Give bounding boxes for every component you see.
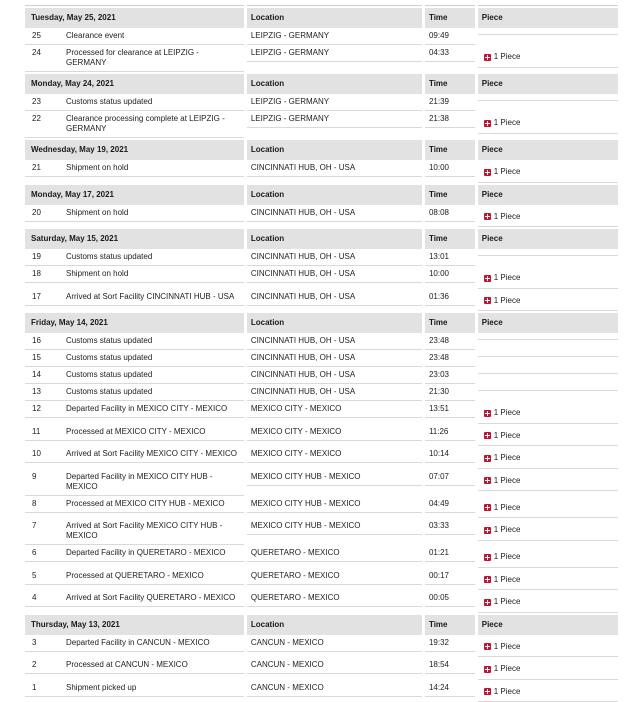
piece-toggle[interactable] bbox=[484, 52, 521, 62]
event-cell bbox=[25, 111, 244, 138]
event-cell bbox=[25, 350, 244, 367]
event-row bbox=[25, 635, 618, 658]
event-rows bbox=[25, 28, 618, 72]
event-description: Processed at MEXICO CITY HUB - MEXICO bbox=[66, 499, 240, 509]
event-number: 15 bbox=[29, 353, 66, 363]
event-row bbox=[25, 205, 618, 228]
event-time: 07:07 bbox=[425, 469, 475, 486]
event-location: MEXICO CITY - MEXICO bbox=[247, 401, 422, 418]
event-location: MEXICO CITY HUB - MEXICO bbox=[247, 518, 422, 535]
expand-plus-icon[interactable] bbox=[484, 54, 491, 61]
event-piece-cell bbox=[478, 28, 618, 35]
event-location: CINCINNATI HUB, OH - USA bbox=[247, 266, 422, 283]
event-location: LEIPZIG - GERMANY bbox=[247, 111, 422, 128]
event-number: 19 bbox=[29, 252, 66, 262]
event-piece-cell bbox=[478, 518, 618, 541]
event-row bbox=[25, 545, 618, 568]
event-location: CINCINNATI HUB, OH - USA bbox=[247, 367, 422, 384]
event-location: CANCUN - MEXICO bbox=[247, 680, 422, 697]
event-time: 11:26 bbox=[425, 424, 475, 441]
expand-plus-icon[interactable] bbox=[484, 169, 491, 176]
event-location: CANCUN - MEXICO bbox=[247, 635, 422, 652]
event-number: 22 bbox=[29, 114, 66, 134]
expand-plus-icon[interactable] bbox=[484, 275, 491, 282]
event-number: 9 bbox=[29, 472, 66, 492]
location-column-header: Location bbox=[247, 74, 422, 94]
date-header-row bbox=[25, 8, 618, 28]
event-description: Departed Facility in QUERETARO - MEXICO bbox=[66, 548, 240, 558]
event-piece-cell bbox=[478, 45, 618, 68]
event-row bbox=[25, 160, 618, 183]
event-description: Departed Facility in MEXICO CITY - MEXICO bbox=[66, 404, 240, 414]
event-rows bbox=[25, 249, 618, 311]
event-piece-cell bbox=[478, 496, 618, 519]
event-row bbox=[25, 424, 618, 447]
event-time: 10:00 bbox=[425, 266, 475, 283]
event-groups bbox=[25, 8, 618, 702]
piece-toggle[interactable] bbox=[484, 118, 521, 128]
event-cell bbox=[25, 45, 244, 72]
event-piece-cell bbox=[478, 545, 618, 568]
expand-plus-icon[interactable] bbox=[484, 297, 491, 304]
event-description: Processed at QUERETARO - MEXICO bbox=[66, 571, 240, 581]
expand-plus-icon[interactable] bbox=[484, 576, 491, 583]
event-number: 10 bbox=[29, 449, 66, 459]
event-description: Customs status updated bbox=[66, 387, 240, 397]
event-time: 21:38 bbox=[425, 111, 475, 128]
event-time: 18:54 bbox=[425, 657, 475, 674]
event-piece-cell bbox=[478, 350, 618, 357]
event-row bbox=[25, 289, 618, 312]
piece-toggle[interactable] bbox=[484, 503, 521, 513]
event-row bbox=[25, 680, 618, 702]
piece-label: 1 Piece bbox=[494, 575, 521, 585]
expand-plus-icon[interactable] bbox=[484, 504, 491, 511]
event-number: 21 bbox=[29, 163, 66, 173]
piece-toggle[interactable] bbox=[484, 664, 521, 674]
piece-label: 1 Piece bbox=[494, 431, 521, 441]
event-row bbox=[25, 401, 618, 424]
event-row bbox=[25, 568, 618, 591]
event-description: Shipment on hold bbox=[66, 269, 240, 279]
event-time: 21:39 bbox=[425, 94, 475, 111]
event-number: 18 bbox=[29, 269, 66, 279]
event-location: CINCINNATI HUB, OH - USA bbox=[247, 350, 422, 367]
event-rows bbox=[25, 205, 618, 228]
event-row bbox=[25, 111, 618, 138]
event-piece-cell bbox=[478, 111, 618, 134]
piece-column-header: Piece bbox=[478, 615, 618, 635]
event-time: 10:14 bbox=[425, 446, 475, 463]
piece-toggle[interactable] bbox=[484, 476, 521, 486]
piece-label: 1 Piece bbox=[494, 167, 521, 177]
event-description: Customs status updated bbox=[66, 353, 240, 363]
event-piece-cell bbox=[478, 469, 618, 492]
event-piece-cell bbox=[478, 94, 618, 101]
location-column-header: Location bbox=[247, 615, 422, 635]
event-location: MEXICO CITY HUB - MEXICO bbox=[247, 496, 422, 513]
event-cell bbox=[25, 469, 244, 496]
expand-plus-icon[interactable] bbox=[484, 527, 491, 534]
event-cell bbox=[25, 545, 244, 562]
date-header-row bbox=[25, 313, 618, 333]
event-piece-cell bbox=[478, 266, 618, 289]
event-location: MEXICO CITY - MEXICO bbox=[247, 446, 422, 463]
event-row bbox=[25, 657, 618, 680]
event-cell bbox=[25, 333, 244, 350]
tracking-history bbox=[25, 0, 618, 702]
piece-toggle[interactable] bbox=[484, 575, 521, 585]
piece-toggle[interactable] bbox=[484, 642, 521, 652]
date-group bbox=[25, 615, 618, 702]
piece-toggle[interactable] bbox=[484, 552, 521, 562]
event-location: CINCINNATI HUB, OH - USA bbox=[247, 289, 422, 306]
piece-toggle[interactable] bbox=[484, 273, 521, 283]
event-location: CINCINNATI HUB, OH - USA bbox=[247, 249, 422, 266]
location-column-header: Location bbox=[247, 8, 422, 28]
event-description: Arrived at Sort Facility MEXICO CITY HUB - MEXICO bbox=[66, 521, 240, 541]
event-rows bbox=[25, 635, 618, 702]
expand-plus-icon[interactable] bbox=[484, 599, 491, 606]
event-location: QUERETARO - MEXICO bbox=[247, 545, 422, 562]
event-row bbox=[25, 266, 618, 289]
expand-plus-icon[interactable] bbox=[484, 643, 491, 650]
expand-plus-icon[interactable] bbox=[484, 455, 491, 462]
piece-label: 1 Piece bbox=[494, 552, 521, 562]
event-time: 08:08 bbox=[425, 205, 475, 222]
event-location: MEXICO CITY HUB - MEXICO bbox=[247, 469, 422, 486]
date-header-row bbox=[25, 185, 618, 205]
event-row bbox=[25, 94, 618, 111]
event-cell bbox=[25, 496, 244, 513]
piece-label: 1 Piece bbox=[494, 118, 521, 128]
date-heading: Monday, May 17, 2021 bbox=[25, 185, 244, 205]
piece-toggle[interactable] bbox=[484, 296, 521, 306]
event-cell bbox=[25, 635, 244, 652]
date-heading: Friday, May 14, 2021 bbox=[25, 313, 244, 333]
event-piece-cell bbox=[478, 568, 618, 591]
event-time: 23:48 bbox=[425, 333, 475, 350]
location-column-header: Location bbox=[247, 140, 422, 160]
event-number: 11 bbox=[29, 427, 66, 437]
event-number: 17 bbox=[29, 292, 66, 302]
event-description: Customs status updated bbox=[66, 97, 240, 107]
event-description: Shipment picked up bbox=[66, 683, 240, 693]
event-row bbox=[25, 384, 618, 401]
event-piece-cell bbox=[478, 590, 618, 613]
piece-column-header: Piece bbox=[478, 140, 618, 160]
event-piece-cell bbox=[478, 289, 618, 312]
event-time: 13:51 bbox=[425, 401, 475, 418]
event-number: 24 bbox=[29, 48, 66, 68]
event-piece-cell bbox=[478, 367, 618, 374]
time-column-header: Time bbox=[425, 615, 475, 635]
event-cell bbox=[25, 424, 244, 441]
event-location: QUERETARO - MEXICO bbox=[247, 590, 422, 607]
event-piece-cell bbox=[478, 657, 618, 680]
event-description: Departed Facility in CANCUN - MEXICO bbox=[66, 638, 240, 648]
event-row bbox=[25, 45, 618, 72]
event-location: LEIPZIG - GERMANY bbox=[247, 45, 422, 62]
piece-label: 1 Piece bbox=[494, 503, 521, 513]
event-cell bbox=[25, 590, 244, 607]
event-time: 04:33 bbox=[425, 45, 475, 62]
date-heading: Tuesday, May 25, 2021 bbox=[25, 8, 244, 28]
event-time: 23:03 bbox=[425, 367, 475, 384]
piece-column-header: Piece bbox=[478, 8, 618, 28]
date-group bbox=[25, 74, 618, 138]
date-group bbox=[25, 8, 618, 72]
date-header-row bbox=[25, 74, 618, 94]
event-description: Clearance processing complete at LEIPZIG - GERMANY bbox=[66, 114, 240, 134]
event-time: 01:36 bbox=[425, 289, 475, 306]
piece-label: 1 Piece bbox=[494, 296, 521, 306]
event-time: 01:21 bbox=[425, 545, 475, 562]
event-number: 6 bbox=[29, 548, 66, 558]
event-location: LEIPZIG - GERMANY bbox=[247, 94, 422, 111]
event-piece-cell bbox=[478, 333, 618, 340]
event-description: Shipment on hold bbox=[66, 208, 240, 218]
event-description: Departed Facility in MEXICO CITY HUB - MEXICO bbox=[66, 472, 240, 492]
time-column-header: Time bbox=[425, 229, 475, 249]
event-cell bbox=[25, 205, 244, 222]
event-number: 20 bbox=[29, 208, 66, 218]
event-time: 03:33 bbox=[425, 518, 475, 535]
event-cell bbox=[25, 518, 244, 545]
event-row bbox=[25, 469, 618, 496]
event-cell bbox=[25, 401, 244, 418]
event-number: 5 bbox=[29, 571, 66, 581]
event-description: Processed at CANCUN - MEXICO bbox=[66, 660, 240, 670]
piece-label: 1 Piece bbox=[494, 687, 521, 697]
event-time: 09:49 bbox=[425, 28, 475, 45]
event-cell bbox=[25, 28, 244, 45]
event-cell bbox=[25, 367, 244, 384]
event-piece-cell bbox=[478, 446, 618, 469]
event-cell bbox=[25, 680, 244, 697]
event-piece-cell bbox=[478, 424, 618, 447]
table-top-edge bbox=[25, 0, 618, 6]
event-cell bbox=[25, 249, 244, 266]
piece-label: 1 Piece bbox=[494, 408, 521, 418]
event-number: 4 bbox=[29, 593, 66, 603]
event-piece-cell bbox=[478, 635, 618, 658]
event-time: 14:24 bbox=[425, 680, 475, 697]
event-cell bbox=[25, 94, 244, 111]
location-column-header: Location bbox=[247, 185, 422, 205]
expand-plus-icon[interactable] bbox=[484, 688, 491, 695]
piece-toggle[interactable] bbox=[484, 453, 521, 463]
date-group bbox=[25, 229, 618, 311]
expand-plus-icon[interactable] bbox=[484, 213, 491, 220]
piece-label: 1 Piece bbox=[494, 476, 521, 486]
piece-column-header: Piece bbox=[478, 313, 618, 333]
event-time: 00:05 bbox=[425, 590, 475, 607]
event-piece-cell bbox=[478, 249, 618, 256]
event-row bbox=[25, 333, 618, 350]
event-rows bbox=[25, 160, 618, 183]
event-time: 04:49 bbox=[425, 496, 475, 513]
piece-label: 1 Piece bbox=[494, 273, 521, 283]
time-column-header: Time bbox=[425, 185, 475, 205]
date-heading: Wednesday, May 19, 2021 bbox=[25, 140, 244, 160]
piece-toggle[interactable] bbox=[484, 212, 521, 222]
event-row bbox=[25, 496, 618, 519]
event-rows bbox=[25, 333, 618, 613]
event-number: 23 bbox=[29, 97, 66, 107]
expand-plus-icon[interactable] bbox=[484, 410, 491, 417]
event-cell bbox=[25, 568, 244, 585]
piece-toggle[interactable] bbox=[484, 167, 521, 177]
event-row bbox=[25, 590, 618, 613]
event-time: 19:32 bbox=[425, 635, 475, 652]
date-header-row bbox=[25, 140, 618, 160]
event-time: 10:00 bbox=[425, 160, 475, 177]
event-row bbox=[25, 28, 618, 45]
event-cell bbox=[25, 160, 244, 177]
event-location: CINCINNATI HUB, OH - USA bbox=[247, 160, 422, 177]
event-number: 16 bbox=[29, 336, 66, 346]
event-description: Arrived at Sort Facility MEXICO CITY - MEXICO bbox=[66, 449, 240, 459]
event-description: Customs status updated bbox=[66, 252, 240, 262]
time-column-header: Time bbox=[425, 74, 475, 94]
piece-toggle[interactable] bbox=[484, 525, 521, 535]
piece-label: 1 Piece bbox=[494, 453, 521, 463]
date-group bbox=[25, 140, 618, 183]
time-column-header: Time bbox=[425, 8, 475, 28]
event-description: Clearance event bbox=[66, 31, 240, 41]
event-location: CINCINNATI HUB, OH - USA bbox=[247, 205, 422, 222]
event-rows bbox=[25, 94, 618, 138]
event-time: 00:17 bbox=[425, 568, 475, 585]
piece-toggle[interactable] bbox=[484, 408, 521, 418]
event-location: CINCINNATI HUB, OH - USA bbox=[247, 384, 422, 401]
event-description: Arrived at Sort Facility QUERETARO - MEXICO bbox=[66, 593, 240, 603]
location-column-header: Location bbox=[247, 313, 422, 333]
date-group bbox=[25, 185, 618, 228]
event-piece-cell bbox=[478, 401, 618, 424]
event-number: 3 bbox=[29, 638, 66, 648]
event-number: 25 bbox=[29, 31, 66, 41]
event-row bbox=[25, 350, 618, 367]
event-location: QUERETARO - MEXICO bbox=[247, 568, 422, 585]
time-column-header: Time bbox=[425, 140, 475, 160]
date-header-row bbox=[25, 615, 618, 635]
event-number: 13 bbox=[29, 387, 66, 397]
event-number: 12 bbox=[29, 404, 66, 414]
piece-toggle[interactable] bbox=[484, 687, 521, 697]
event-time: 23:48 bbox=[425, 350, 475, 367]
piece-column-header: Piece bbox=[478, 229, 618, 249]
date-heading: Thursday, May 13, 2021 bbox=[25, 615, 244, 635]
location-column-header: Location bbox=[247, 229, 422, 249]
piece-label: 1 Piece bbox=[494, 642, 521, 652]
piece-label: 1 Piece bbox=[494, 212, 521, 222]
event-piece-cell bbox=[478, 680, 618, 702]
piece-toggle[interactable] bbox=[484, 597, 521, 607]
event-location: MEXICO CITY - MEXICO bbox=[247, 424, 422, 441]
event-cell bbox=[25, 446, 244, 463]
expand-plus-icon[interactable] bbox=[484, 477, 491, 484]
expand-plus-icon[interactable] bbox=[484, 666, 491, 673]
event-row bbox=[25, 367, 618, 384]
expand-plus-icon[interactable] bbox=[484, 432, 491, 439]
event-time: 13:01 bbox=[425, 249, 475, 266]
date-heading: Monday, May 24, 2021 bbox=[25, 74, 244, 94]
piece-label: 1 Piece bbox=[494, 525, 521, 535]
event-number: 14 bbox=[29, 370, 66, 380]
event-description: Arrived at Sort Facility CINCINNATI HUB - USA bbox=[66, 292, 240, 302]
piece-toggle[interactable] bbox=[484, 431, 521, 441]
event-cell bbox=[25, 657, 244, 674]
expand-plus-icon[interactable] bbox=[484, 554, 491, 561]
event-number: 1 bbox=[29, 683, 66, 693]
piece-label: 1 Piece bbox=[494, 664, 521, 674]
date-header-row bbox=[25, 229, 618, 249]
expand-plus-icon[interactable] bbox=[484, 120, 491, 127]
piece-column-header: Piece bbox=[478, 185, 618, 205]
event-row bbox=[25, 446, 618, 469]
event-piece-cell bbox=[478, 205, 618, 228]
event-description: Processed at MEXICO CITY - MEXICO bbox=[66, 427, 240, 437]
event-row bbox=[25, 518, 618, 545]
event-cell bbox=[25, 289, 244, 306]
event-number: 8 bbox=[29, 499, 66, 509]
event-description: Processed for clearance at LEIPZIG - GERMANY bbox=[66, 48, 240, 68]
event-location: CINCINNATI HUB, OH - USA bbox=[247, 333, 422, 350]
event-cell bbox=[25, 384, 244, 401]
event-row bbox=[25, 249, 618, 266]
piece-label: 1 Piece bbox=[494, 52, 521, 62]
date-group bbox=[25, 313, 618, 613]
time-column-header: Time bbox=[425, 313, 475, 333]
event-time: 21:30 bbox=[425, 384, 475, 401]
event-location: CANCUN - MEXICO bbox=[247, 657, 422, 674]
event-description: Customs status updated bbox=[66, 370, 240, 380]
event-piece-cell bbox=[478, 384, 618, 391]
event-description: Shipment on hold bbox=[66, 163, 240, 173]
date-heading: Saturday, May 15, 2021 bbox=[25, 229, 244, 249]
piece-column-header: Piece bbox=[478, 74, 618, 94]
piece-label: 1 Piece bbox=[494, 597, 521, 607]
event-location: LEIPZIG - GERMANY bbox=[247, 28, 422, 45]
event-number: 7 bbox=[29, 521, 66, 541]
event-number: 2 bbox=[29, 660, 66, 670]
event-cell bbox=[25, 266, 244, 283]
event-description: Customs status updated bbox=[66, 336, 240, 346]
event-piece-cell bbox=[478, 160, 618, 183]
